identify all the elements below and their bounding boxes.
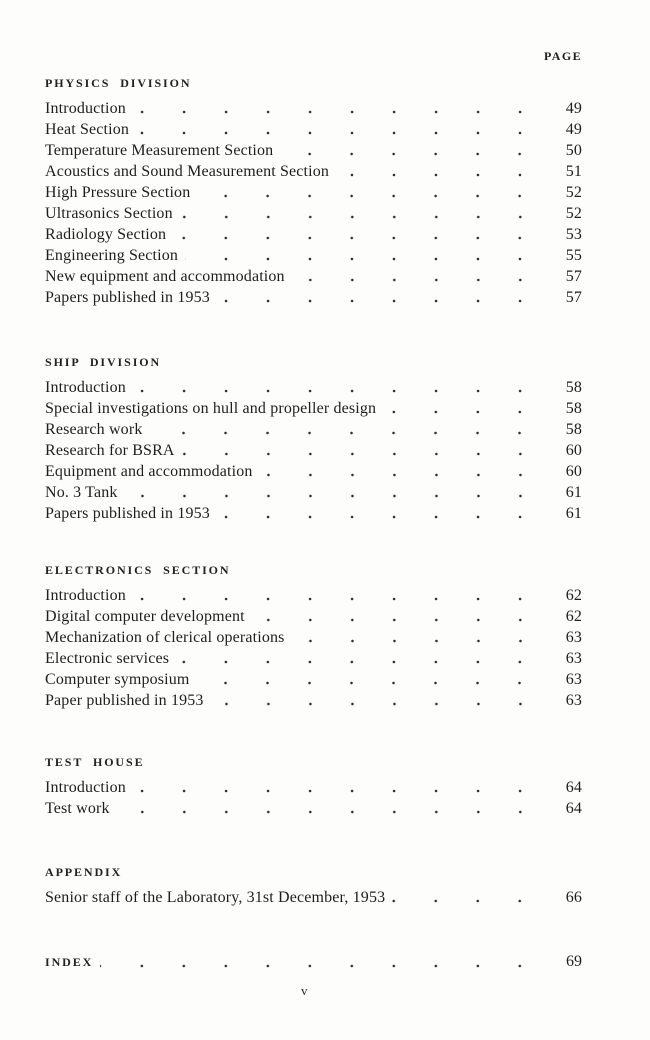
page-number: 63 bbox=[565, 629, 582, 646]
entry-title: High Pressure Section bbox=[45, 184, 191, 201]
dot-leader bbox=[260, 461, 550, 482]
page-number: 55 bbox=[565, 247, 582, 264]
table-of-contents bbox=[45, 76, 582, 973]
entry-title: Heat Section bbox=[45, 121, 129, 138]
page-number: 51 bbox=[565, 163, 582, 180]
entry-title: Senior staff of the Laboratory, 31st December, 1953 bbox=[45, 889, 386, 906]
section-heading: INDEX bbox=[45, 955, 94, 969]
dot-leader bbox=[173, 224, 550, 245]
page-number: 66 bbox=[565, 889, 582, 906]
page-number: 63 bbox=[565, 650, 582, 667]
entry-title: No. 3 Tank bbox=[45, 484, 118, 501]
entry-title: Test work bbox=[45, 800, 110, 817]
dot-leader bbox=[252, 606, 550, 627]
dot-leader bbox=[180, 203, 550, 224]
entry-title: Acoustics and Sound Measurement Section bbox=[45, 163, 330, 180]
dot-leader bbox=[100, 952, 550, 973]
entry-title: Mechanization of clerical operations bbox=[45, 629, 285, 646]
page-number: 58 bbox=[565, 379, 582, 396]
dot-leader bbox=[125, 482, 550, 503]
dot-leader bbox=[217, 287, 550, 308]
toc-entry bbox=[45, 503, 582, 524]
toc-entry bbox=[45, 98, 582, 119]
toc-entry bbox=[45, 266, 582, 287]
dot-leader bbox=[383, 398, 550, 419]
dot-leader bbox=[211, 690, 550, 711]
page-number: 50 bbox=[565, 142, 582, 159]
section-heading: TEST HOUSE bbox=[45, 755, 145, 769]
toc-entry bbox=[45, 119, 582, 140]
dot-leader bbox=[182, 440, 550, 461]
dot-leader bbox=[292, 266, 550, 287]
page-number: 64 bbox=[565, 800, 582, 817]
entry-title: Introduction bbox=[45, 100, 126, 117]
entry-title: Computer symposium bbox=[45, 671, 190, 688]
dot-leader bbox=[149, 419, 550, 440]
page-number: 49 bbox=[565, 100, 582, 117]
page-number: 52 bbox=[565, 205, 582, 222]
page-number: 61 bbox=[565, 484, 582, 501]
entry-title: Electronic services bbox=[45, 650, 170, 667]
page-number: 49 bbox=[565, 121, 582, 138]
toc-section-electronics-section bbox=[45, 563, 582, 711]
page-number: 53 bbox=[565, 226, 582, 243]
page-number: 57 bbox=[565, 289, 582, 306]
toc-entry bbox=[45, 669, 582, 690]
entry-title: Introduction bbox=[45, 379, 126, 396]
page-number: 69 bbox=[566, 953, 582, 970]
entry-title: New equipment and accommodation bbox=[45, 268, 285, 285]
entry-title: Research work bbox=[45, 421, 143, 438]
toc-entry bbox=[45, 245, 582, 266]
page-number: 62 bbox=[565, 587, 582, 604]
dot-leader bbox=[176, 648, 550, 669]
entry-title: Papers published in 1953 bbox=[45, 289, 210, 306]
toc-entry bbox=[45, 398, 582, 419]
dot-leader bbox=[392, 887, 550, 908]
dot-leader bbox=[136, 119, 550, 140]
toc-entry bbox=[45, 798, 582, 819]
section-heading: SHIP DIVISION bbox=[45, 355, 162, 369]
toc-entry bbox=[45, 140, 582, 161]
toc-entry bbox=[45, 887, 582, 908]
entry-title: Introduction bbox=[45, 779, 126, 796]
page-number: 63 bbox=[565, 671, 582, 688]
entry-title: Temperature Measurement Section bbox=[45, 142, 274, 159]
section-heading: APPENDIX bbox=[45, 865, 123, 879]
entry-title: Engineering Section bbox=[45, 247, 179, 264]
entry-title: Papers published in 1953 bbox=[45, 505, 210, 522]
entry-title: Digital computer development bbox=[45, 608, 245, 625]
entry-title: Ultrasonics Section bbox=[45, 205, 173, 222]
entry-title: Special investigations on hull and propeller design bbox=[45, 400, 377, 417]
dot-leader bbox=[185, 245, 550, 266]
toc-entry bbox=[45, 627, 582, 648]
page-number: 62 bbox=[565, 608, 582, 625]
page-number: 58 bbox=[565, 421, 582, 438]
page-number: 52 bbox=[565, 184, 582, 201]
toc-entry bbox=[45, 690, 582, 711]
dot-leader bbox=[280, 140, 550, 161]
dot-leader bbox=[133, 777, 550, 798]
page-footer-number: v bbox=[301, 983, 308, 998]
toc-entry bbox=[45, 461, 582, 482]
entry-title: Radiology Section bbox=[45, 226, 167, 243]
dot-leader bbox=[133, 98, 550, 119]
page-number: 61 bbox=[565, 505, 582, 522]
dot-leader bbox=[133, 377, 550, 398]
toc-entry bbox=[45, 161, 582, 182]
toc-section-ship-division bbox=[45, 355, 582, 524]
dot-leader bbox=[196, 669, 550, 690]
toc-entry bbox=[45, 182, 582, 203]
dot-leader bbox=[336, 161, 550, 182]
section-heading: PHYSICS DIVISION bbox=[45, 76, 192, 90]
dot-leader bbox=[133, 585, 550, 606]
toc-entry bbox=[45, 224, 582, 245]
dot-leader bbox=[292, 627, 550, 648]
page-number: 60 bbox=[565, 463, 582, 480]
toc-entry bbox=[45, 585, 582, 606]
page-column-header: PAGE bbox=[543, 49, 582, 63]
toc-section-test-house bbox=[45, 755, 582, 819]
dot-leader bbox=[197, 182, 550, 203]
toc-section-physics-division bbox=[45, 76, 582, 308]
section-heading: ELECTRONICS SECTION bbox=[45, 563, 231, 577]
toc-entry bbox=[45, 287, 582, 308]
dot-leader bbox=[117, 798, 550, 819]
toc-entry bbox=[45, 482, 582, 503]
toc-entry bbox=[45, 203, 582, 224]
toc-entry bbox=[45, 606, 582, 627]
toc-entry bbox=[45, 419, 582, 440]
page-number: 58 bbox=[565, 400, 582, 417]
page-number: 63 bbox=[565, 692, 582, 709]
entry-title: Paper published in 1953 bbox=[45, 692, 204, 709]
page-number: 57 bbox=[565, 268, 582, 285]
page-number: 64 bbox=[565, 779, 582, 796]
entry-title: Introduction bbox=[45, 587, 126, 604]
toc-section-appendix bbox=[45, 865, 582, 908]
toc-heading-row-index bbox=[45, 952, 582, 973]
entry-title: Research for BSRA bbox=[45, 442, 175, 459]
toc-entry bbox=[45, 440, 582, 461]
toc-entry bbox=[45, 777, 582, 798]
page-number: 60 bbox=[565, 442, 582, 459]
toc-section-index bbox=[45, 952, 582, 973]
toc-entry bbox=[45, 648, 582, 669]
dot-leader bbox=[217, 503, 550, 524]
toc-entry bbox=[45, 377, 582, 398]
entry-title: Equipment and accommodation bbox=[45, 463, 253, 480]
